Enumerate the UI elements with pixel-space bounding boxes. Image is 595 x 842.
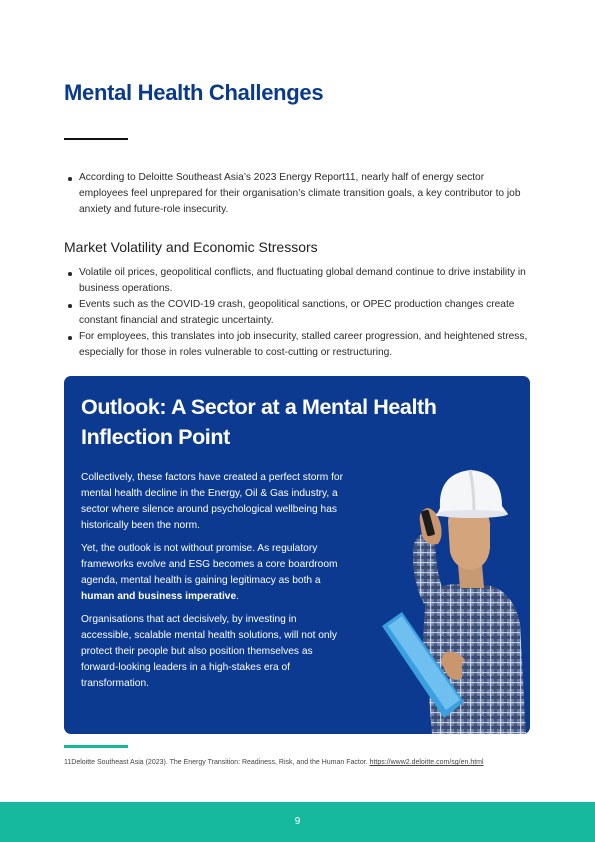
outlook-paragraph: Collectively, these factors have created a perfect storm for mental health decline in the Energy, Oil & Gas industry, a sector where silence around psychological wellbeing has historically been the norm. — [81, 472, 343, 531]
list-item: Volatile oil prices, geopolitical conflicts, and fluctuating global demand continue to drive instability in business operations. — [64, 265, 534, 297]
footnote: 11Deloitte Southeast Asia (2023). The Energy Transition: Readiness, Risk, and the Human Factor. https://www2.deloitte.com/sg/en.html — [64, 759, 484, 766]
section-subheading: Market Volatility and Economic Stressors — [64, 239, 318, 255]
outlook-callout — [64, 376, 530, 734]
outlook-body — [81, 470, 346, 699]
list-item: According to Deloitte Southeast Asia’s 2023 Energy Report11, nearly half of energy sector employees feel unprepared for their organisation’s climate transition goals, a key contributor to job anxiety and future-role insecurity. — [64, 170, 534, 218]
outlook-paragraph: Organisations that act decisively, by investing in accessible, scalable mental health solutions, will not only protect their people but also position themselves as forward-looking leaders in a high-stakes era of transformation. — [81, 614, 337, 689]
market-bullet-list — [64, 265, 534, 361]
footnote-divider — [64, 745, 128, 748]
outlook-title: Outlook: A Sector at a Mental Health Inflection Point — [81, 395, 437, 449]
list-item: Events such as the COVID-19 crash, geopolitical sanctions, or OPEC production changes create constant financial and strategic uncertainty. — [64, 297, 534, 329]
page-title: Mental Health Challenges — [64, 80, 324, 105]
worker-photo — [374, 436, 530, 734]
title-underline — [64, 138, 128, 140]
page-number: 9 — [294, 816, 301, 827]
footnote-link[interactable]: https://www2.deloitte.com/sg/en.html — [369, 759, 484, 766]
emphasis-text: human and business imperative — [81, 591, 237, 602]
page-footer — [0, 802, 595, 842]
intro-bullet-list — [64, 170, 534, 218]
outlook-paragraph: Yet, the outlook is not without promise. As regulatory frameworks evolve and ESG becomes a core boardroom agenda, mental health is gaining legitimacy as both a human and business imperative. — [81, 543, 338, 602]
list-item: For employees, this translates into job insecurity, stalled career progression, and heightened stress, especially for those in roles vulnerable to cost-cutting or restructuring. — [64, 329, 534, 361]
